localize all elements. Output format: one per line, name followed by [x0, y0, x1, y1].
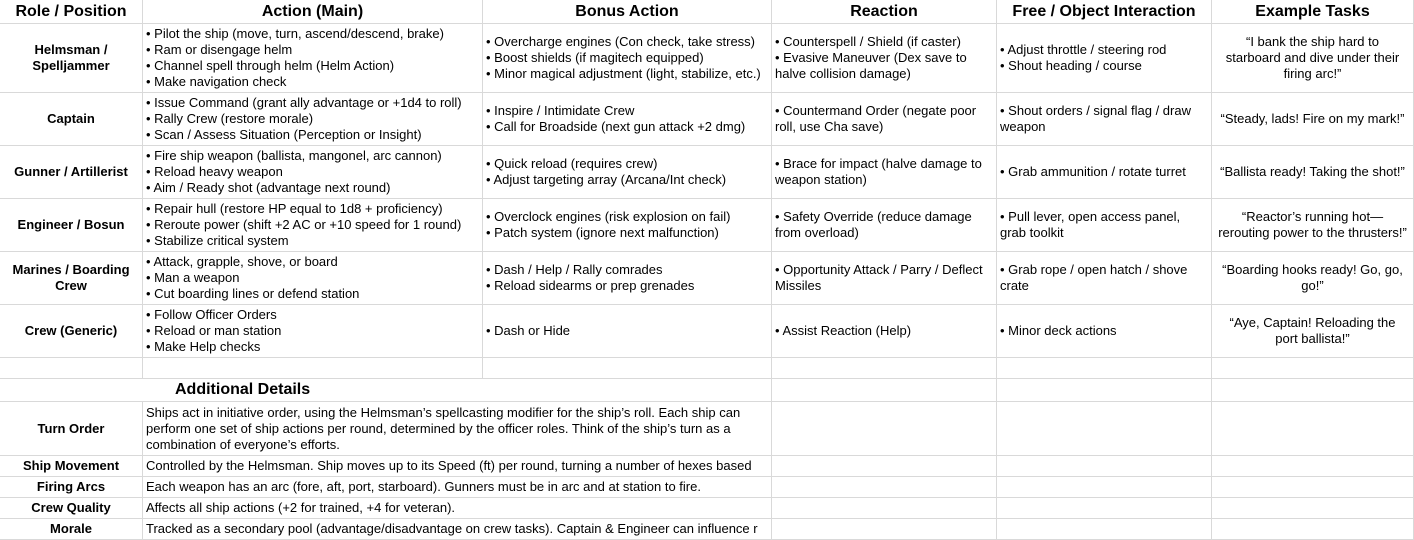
reaction-cell[interactable]	[772, 199, 997, 252]
reaction-cell[interactable]	[772, 24, 997, 93]
bonus-cell[interactable]	[483, 252, 772, 305]
example-cell[interactable]: “Ballista ready! Taking the shot!”	[1212, 146, 1414, 199]
role-cell[interactable]: Helmsman / Spelljammer	[0, 24, 143, 93]
free-cell[interactable]	[997, 199, 1212, 252]
action-cell[interactable]	[143, 146, 483, 199]
detail-label[interactable]: Crew Quality	[0, 498, 143, 519]
detail-label[interactable]: Morale	[0, 519, 143, 540]
empty-cell[interactable]	[0, 379, 143, 402]
bonus-cell[interactable]	[483, 24, 772, 93]
empty-cell[interactable]	[0, 358, 143, 379]
list-item: • Man a weapon	[146, 270, 240, 285]
detail-label[interactable]: Ship Movement	[0, 456, 143, 477]
list-item: • Cut boarding lines or defend station	[146, 286, 360, 301]
list-item: • Issue Command (grant ally advantage or +1d4 to roll)	[146, 95, 462, 110]
list-item: • Quick reload (requires crew)	[486, 156, 658, 171]
list-item: • Boost shields (if magitech equipped)	[486, 50, 704, 65]
list-item: • Rally Crew (restore morale)	[146, 111, 314, 126]
list-item: • Countermand Order (negate poor roll, use Cha save)	[775, 103, 977, 134]
header-example-tasks[interactable]: Example Tasks	[1212, 0, 1414, 24]
list-item: • Dash / Help / Rally comrades	[486, 262, 663, 277]
list-item: • Minor deck actions	[1000, 323, 1117, 338]
list-item: • Counterspell / Shield (if caster)	[775, 34, 961, 49]
list-item: • Follow Officer Orders	[146, 307, 277, 322]
free-cell[interactable]	[997, 252, 1212, 305]
empty-cell[interactable]	[772, 402, 997, 456]
list-item: • Attack, grapple, shove, or board	[146, 254, 338, 269]
empty-cell[interactable]	[997, 519, 1212, 540]
empty-cell[interactable]	[483, 379, 772, 402]
list-item: • Adjust targeting array (Arcana/Int check)	[486, 172, 727, 187]
list-item: • Aim / Ready shot (advantage next round)	[146, 180, 391, 195]
empty-cell[interactable]	[1212, 519, 1414, 540]
list-item: • Evasive Maneuver (Dex save to halve collision damage)	[775, 50, 967, 81]
header-action[interactable]: Action (Main)	[143, 0, 483, 24]
additional-details-title[interactable]: Additional Details	[143, 379, 483, 402]
role-cell[interactable]: Crew (Generic)	[0, 305, 143, 358]
list-item: • Shout heading / course	[1000, 58, 1142, 73]
role-cell[interactable]: Captain	[0, 93, 143, 146]
header-role[interactable]: Role / Position	[0, 0, 143, 24]
reaction-cell[interactable]	[772, 305, 997, 358]
list-item: • Inspire / Intimidate Crew	[486, 103, 635, 118]
empty-cell[interactable]	[1212, 477, 1414, 498]
header-free-interaction[interactable]: Free / Object Interaction	[997, 0, 1212, 24]
header-bonus-action[interactable]: Bonus Action	[483, 0, 772, 24]
list-item: • Reload heavy weapon	[146, 164, 283, 179]
list-item: • Overclock engines (risk explosion on fail)	[486, 209, 731, 224]
list-item: • Ram or disengage helm	[146, 42, 293, 57]
empty-cell[interactable]	[997, 379, 1212, 402]
empty-cell[interactable]	[772, 456, 997, 477]
empty-cell[interactable]	[1212, 402, 1414, 456]
action-cell[interactable]	[143, 252, 483, 305]
list-item: • Patch system (ignore next malfunction)	[486, 225, 719, 240]
list-item: • Channel spell through helm (Helm Action)	[146, 58, 395, 73]
example-cell[interactable]: “Aye, Captain! Reloading the port ballista!”	[1212, 305, 1414, 358]
list-item: • Repair hull (restore HP equal to 1d8 + proficiency)	[146, 201, 443, 216]
empty-cell[interactable]	[1212, 498, 1414, 519]
empty-cell[interactable]	[997, 402, 1212, 456]
list-item: • Make navigation check	[146, 74, 287, 89]
list-item: • Reload sidearms or prep grenades	[486, 278, 695, 293]
example-cell[interactable]: “Boarding hooks ready! Go, go, go!”	[1212, 252, 1414, 305]
list-item: • Stabilize critical system	[146, 233, 289, 248]
list-item: • Pilot the ship (move, turn, ascend/descend, brake)	[146, 26, 444, 41]
list-item: • Adjust throttle / steering rod	[1000, 42, 1167, 57]
bonus-cell[interactable]	[483, 146, 772, 199]
action-cell[interactable]	[143, 93, 483, 146]
detail-text[interactable]: Controlled by the Helmsman. Ship moves up to its Speed (ft) per round, turning a number of hexes based	[143, 456, 772, 477]
empty-cell[interactable]	[1212, 358, 1414, 379]
detail-label[interactable]: Firing Arcs	[0, 477, 143, 498]
action-cell[interactable]	[143, 199, 483, 252]
empty-cell[interactable]	[772, 498, 997, 519]
role-cell[interactable]: Gunner / Artillerist	[0, 146, 143, 199]
free-cell[interactable]	[997, 146, 1212, 199]
empty-cell[interactable]	[772, 477, 997, 498]
list-item: • Fire ship weapon (ballista, mangonel, arc cannon)	[146, 148, 442, 163]
list-item: • Minor magical adjustment (light, stabilize, etc.)	[486, 66, 761, 81]
list-item: • Dash or Hide	[486, 323, 571, 338]
list-item: • Make Help checks	[146, 339, 261, 354]
detail-text[interactable]: Each weapon has an arc (fore, aft, port, starboard). Gunners must be in arc and at station to fire.	[143, 477, 772, 498]
detail-text[interactable]: Tracked as a secondary pool (advantage/disadvantage on crew tasks). Captain & Engineer can influence r	[143, 519, 772, 540]
empty-cell[interactable]	[772, 379, 997, 402]
example-cell[interactable]: “Steady, lads! Fire on my mark!”	[1212, 93, 1414, 146]
detail-text[interactable]: Ships act in initiative order, using the Helmsman’s spellcasting modifier for the ship’s roll. Each ship can perform one set of ship actions per round, determined by the officer roles. Think of the ship’s turn as a combination of everyone’s efforts.	[143, 402, 772, 456]
detail-label[interactable]: Turn Order	[0, 402, 143, 456]
empty-cell[interactable]	[1212, 379, 1414, 402]
empty-cell[interactable]	[143, 358, 483, 379]
bonus-cell[interactable]	[483, 93, 772, 146]
empty-cell[interactable]	[997, 477, 1212, 498]
reaction-cell[interactable]	[772, 146, 997, 199]
empty-cell[interactable]	[483, 358, 772, 379]
empty-cell[interactable]	[997, 456, 1212, 477]
empty-cell[interactable]	[772, 358, 997, 379]
example-cell[interactable]: “Reactor’s running hot—rerouting power to the thrusters!”	[1212, 199, 1414, 252]
role-cell[interactable]: Engineer / Bosun	[0, 199, 143, 252]
detail-text[interactable]: Affects all ship actions (+2 for trained, +4 for veteran).	[143, 498, 772, 519]
list-item: • Grab rope / open hatch / shove crate	[1000, 262, 1188, 293]
free-cell[interactable]	[997, 93, 1212, 146]
list-item: • Shout orders / signal flag / draw weapon	[1000, 103, 1191, 134]
list-item: • Safety Override (reduce damage from overload)	[775, 209, 972, 240]
list-item: • Reload or man station	[146, 323, 282, 338]
list-item: • Reroute power (shift +2 AC or +10 speed for 1 round)	[146, 217, 462, 232]
header-reaction[interactable]: Reaction	[772, 0, 997, 24]
list-item: • Scan / Assess Situation (Perception or Insight)	[146, 127, 422, 142]
reaction-cell[interactable]	[772, 252, 997, 305]
bonus-cell[interactable]	[483, 199, 772, 252]
list-item: • Pull lever, open access panel, grab toolkit	[1000, 209, 1181, 240]
list-item: • Brace for impact (halve damage to weapon station)	[775, 156, 982, 187]
free-cell[interactable]	[997, 24, 1212, 93]
list-item: • Call for Broadside (next gun attack +2 dmg)	[486, 119, 746, 134]
action-cell[interactable]	[143, 305, 483, 358]
example-cell[interactable]: “I bank the ship hard to starboard and dive under their firing arc!”	[1212, 24, 1414, 93]
empty-cell[interactable]	[772, 519, 997, 540]
list-item: • Opportunity Attack / Parry / Deflect Missiles	[775, 262, 983, 293]
empty-cell[interactable]	[997, 498, 1212, 519]
reaction-cell[interactable]	[772, 93, 997, 146]
role-cell[interactable]: Marines / Boarding Crew	[0, 252, 143, 305]
bonus-cell[interactable]	[483, 305, 772, 358]
list-item: • Assist Reaction (Help)	[775, 323, 912, 338]
list-item: • Overcharge engines (Con check, take stress)	[486, 34, 756, 49]
empty-cell[interactable]	[1212, 456, 1414, 477]
empty-cell[interactable]	[997, 358, 1212, 379]
action-cell[interactable]	[143, 24, 483, 93]
list-item: • Grab ammunition / rotate turret	[1000, 164, 1186, 179]
free-cell[interactable]	[997, 305, 1212, 358]
